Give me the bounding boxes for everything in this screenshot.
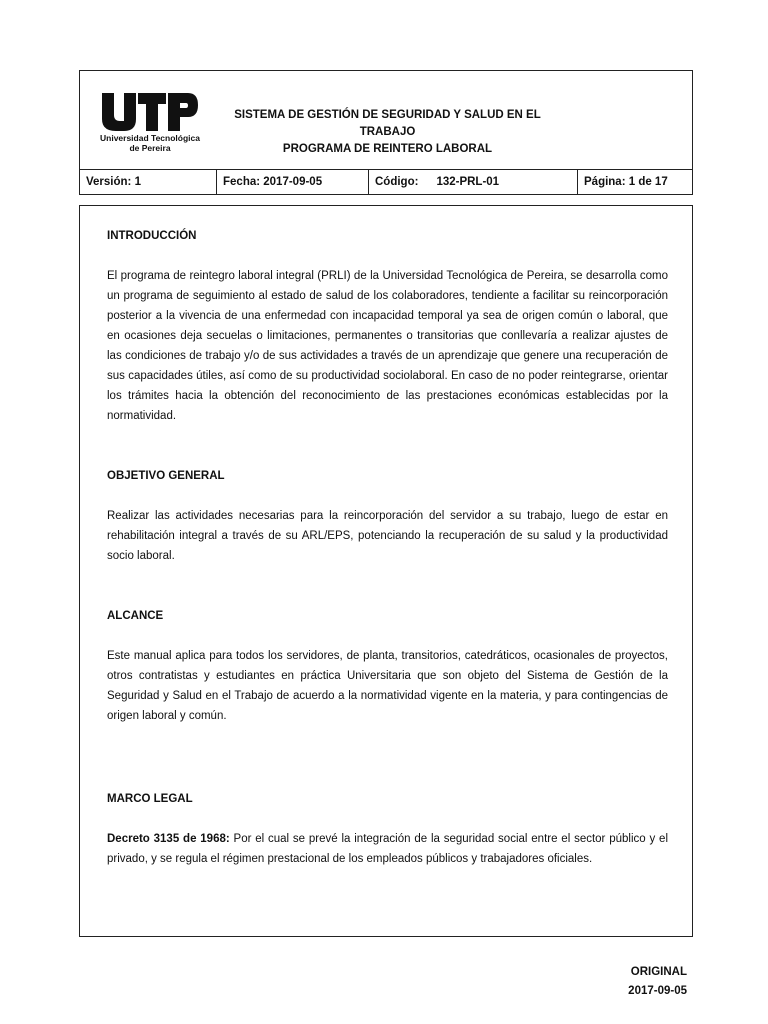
document-body (79, 205, 693, 937)
objective-heading: OBJETIVO GENERAL (107, 470, 225, 482)
utp-logo (100, 89, 200, 155)
logo-caption-line2: de Pereira (129, 143, 171, 153)
document-header (79, 70, 693, 170)
program-title: PROGRAMA DE REINTERO LABORAL (282, 143, 493, 155)
logo-caption (100, 133, 200, 153)
code-value: 132-PRL-01 (436, 176, 500, 188)
scope-paragraph: Este manual aplica para todos los servidores, de planta, transitorios, catedráticos, ocasionales de proyectos, otros contratistas y estudiantes en práctica Universitaria que son objeto del Sistema de Gestión de la Seguridad y Salud en el Trabajo de acuerdo a la normatividad vigente en la materia, y para contingencias de origen laboral y común. (107, 650, 668, 722)
code-cell (369, 170, 578, 194)
footer-date: 2017-09-05 (628, 985, 687, 997)
document-footer (628, 963, 687, 1001)
code-label: Código: (375, 176, 419, 188)
intro-paragraph: El programa de reintegro laboral integral (PRLI) de la Universidad Tecnológica de Pereira, se desarrolla como un programa de seguimiento al estado de salud de los colaboradores, tendiente a facilitar su reincorporación posterior a la vivencia de una enfermedad con incapacidad temporal ya sea de origen común o laboral, que en ocasiones deja secuelas o limitaciones, permanentes o transitorias que conllevaría a realizar ajustes de las condiciones de trabajo y/o de sus actividades a través de un aprendizaje que genere una recuperación de sus capacidades útiles, así como de su productividad sociolaboral. En caso de no poder reintegrarse, orientar los trámites hacia la obtención del reconocimiento de las prestaciones económicas establecidas por la normatividad. (107, 270, 668, 422)
logo-caption-line1: Universidad Tecnológica (100, 133, 200, 143)
document-titles (210, 107, 565, 158)
decree-reference: Decreto 3135 de 1968: (107, 833, 230, 845)
scope-heading: ALCANCE (107, 610, 164, 622)
system-title: SISTEMA DE GESTIÓN DE SEGURIDAD Y SALUD EN EL TRABAJO (234, 109, 541, 138)
document-meta-row (79, 170, 693, 195)
intro-heading: INTRODUCCIÓN (107, 230, 197, 242)
legal-framework-paragraph (107, 829, 668, 869)
version-cell: Versión: 1 (80, 170, 217, 194)
objective-paragraph: Realizar las actividades necesarias para la reincorporación del servidor a su trabajo, luego de estar en rehabilitación integral a través de su ARL/EPS, potenciando la recuperación de su salud y la productividad socio laboral. (107, 510, 668, 562)
date-cell: Fecha: 2017-09-05 (217, 170, 369, 194)
page-cell: Página: 1 de 17 (584, 176, 668, 188)
footer-status: ORIGINAL (630, 966, 687, 978)
legal-framework-heading: MARCO LEGAL (107, 793, 193, 805)
decree-description: Por el cual se prevé la integración de la seguridad social entre el sector público y el privado, y se regula el régimen prestacional de los empleados públicos y trabajadores oficiales. (107, 833, 668, 865)
utp-logo-icon (100, 89, 200, 133)
